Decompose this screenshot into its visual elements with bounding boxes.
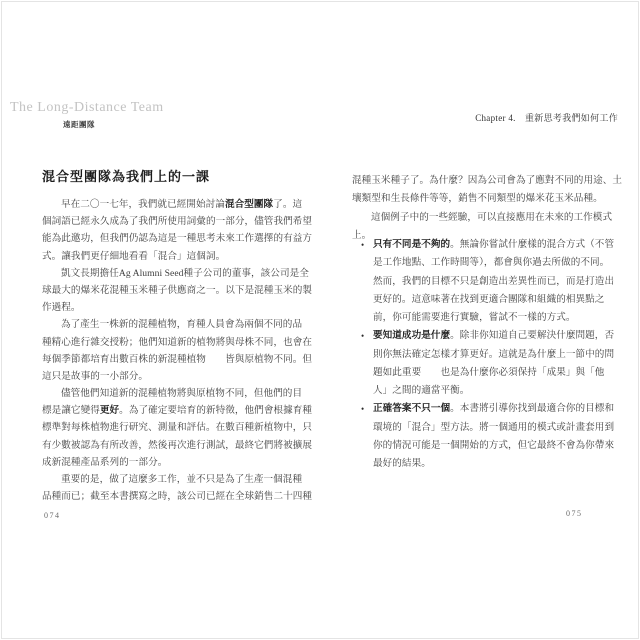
text-segment: 。為了確定要培育的新特徵，他們會根據育種 — [119, 405, 313, 417]
text-segment: 儘管他們知道新的混種植物將與原植物不同，但他們的目 — [61, 388, 303, 400]
text-segment: 最好的結果。 — [373, 458, 431, 469]
text-segment: 凱文長期擔任Ag Alumni Seed種子公司的董事，該公司是全 — [61, 267, 309, 279]
text-segment: 是工作地點、工作時間等），都會與你過去所做的不同。 — [373, 257, 610, 269]
text-segment: 標是讓它變得 — [42, 405, 100, 417]
text-line — [373, 437, 614, 455]
bullet-item — [352, 236, 614, 327]
text-line — [42, 299, 312, 316]
text-segment: 前，你可能需要進行實驗，嘗試不一樣的方式。 — [373, 312, 576, 323]
text-segment: 更好的。這意味著在找到更適合團隊和組織的相異點之 — [373, 293, 605, 305]
text-segment: 這只是故事的一小部分。 — [42, 370, 149, 382]
text-segment: 早在二〇一七年，我們就已經開始討論 — [61, 199, 225, 210]
text-segment: 。本書將引導你找到最適合你的目標和 — [450, 403, 615, 415]
text-line — [352, 209, 614, 227]
right-page-bullet-list — [352, 236, 614, 473]
text-segment: 能為此邀功，但我們仍認為這是一種思考未來工作選擇的有益方 — [42, 233, 313, 245]
text-line — [42, 196, 312, 213]
text-line — [42, 488, 312, 505]
section-heading: 混合型團隊為我們上的一課 — [42, 169, 211, 184]
text-line — [373, 291, 614, 309]
left-page-body — [42, 196, 312, 505]
text-line — [42, 316, 312, 333]
text-line — [42, 265, 312, 282]
bold-text-segment: 只有不同是不夠的 — [373, 239, 451, 250]
text-line — [42, 351, 312, 368]
bold-text-segment: 更好 — [99, 405, 120, 417]
text-line — [373, 254, 614, 272]
page-number-right: 075 — [566, 509, 583, 518]
text-segment: 有少數被認為有所改善，然後再次進行測試，最終它們將被擴展 — [42, 439, 313, 451]
bullet-icon: • — [361, 240, 365, 250]
text-line — [373, 400, 614, 418]
text-segment: 個詞語已經永久成為了我們所使用詞彙的一部分，儘管我們希望 — [42, 216, 313, 228]
text-segment: 式。讓我們更仔細地看看「混合」這個詞。 — [42, 250, 226, 262]
text-segment: 了。這 — [273, 199, 303, 210]
text-line — [42, 248, 312, 265]
running-header-series-label: 遠距團隊 — [63, 120, 95, 129]
text-line — [373, 455, 614, 473]
text-segment: 作過程。 — [42, 302, 81, 314]
text-segment: 標準對每株植物進行研究、測量和評估。在數百種新植物中，只 — [42, 422, 313, 434]
text-line — [373, 273, 614, 291]
text-line — [373, 327, 614, 345]
text-line — [42, 385, 312, 402]
text-segment: 然而，我們的目標不只是創造出差異性而已，而是打造出 — [373, 275, 615, 287]
text-segment: 品種而已；截至本書撰寫之時，該公司已經在全球銷售二十四種 — [42, 491, 313, 503]
bullet-icon: • — [361, 404, 365, 415]
text-line — [373, 309, 614, 327]
text-segment: 則你無法確定怎樣才算更好。這就是為什麼上一節中的問 — [373, 348, 615, 360]
text-line — [42, 334, 312, 351]
text-segment: 。無論你嘗試什麼樣的混合方式（不管 — [450, 239, 615, 250]
text-segment: 題如此重要 也是為什麼你必須保持「成果」與「他 — [373, 366, 605, 378]
bullet-icon: • — [361, 331, 365, 342]
text-line — [352, 190, 614, 208]
bullet-item — [352, 327, 614, 400]
text-segment: 混種玉米種子了。為什麼？因為公司會為了應對不同的用途、土 — [352, 175, 623, 186]
right-page-body — [352, 172, 623, 245]
bold-text-segment: 正確答案不只一個 — [373, 403, 451, 415]
text-segment: 環境的「混合」型方法。將一個通用的模式或計畫套用到 — [373, 421, 615, 433]
page-number-left: 074 — [44, 511, 61, 520]
text-line — [42, 282, 312, 299]
text-line — [352, 172, 623, 190]
text-segment: 壤類型和生長條件等等，銷售不同類型的爆米花玉米品種。 — [352, 193, 603, 205]
running-header-chapter: Chapter 4. 重新思考我們如何工作 — [475, 113, 618, 123]
text-segment: 重要的是，做了這麼多工作，並不只是為了生產一個混種 — [61, 474, 303, 485]
text-line — [373, 419, 614, 437]
text-segment: 成新混種產品系列的一部分。 — [42, 456, 168, 468]
text-line — [42, 230, 312, 247]
text-segment: 你的情況可能是一個開始的方式，但它最終不會為你帶來 — [373, 439, 615, 451]
text-line — [42, 471, 312, 488]
text-line — [42, 454, 312, 471]
text-segment: 。除非你知道自己要解決什麼問題，否 — [450, 330, 615, 342]
text-segment: 種精心進行雜交授粉；他們知道新的植物將與母株不同，也會在 — [42, 336, 313, 348]
text-segment: 上。 — [352, 229, 372, 241]
text-line — [42, 419, 312, 436]
text-line — [42, 437, 312, 454]
text-line — [42, 213, 312, 230]
bullet-item — [352, 400, 614, 473]
bold-text-segment: 混合型團隊 — [224, 199, 274, 210]
bold-text-segment: 要知道成功是什麼 — [373, 330, 451, 342]
text-segment: 球最大的爆米花混種玉米種子供應商之一。以下是混種玉米的製 — [42, 284, 313, 296]
text-line — [373, 364, 614, 382]
text-segment: 每個季節都培育出數百株的新混種植物 皆與原植物不同。但 — [42, 353, 313, 365]
text-line — [42, 402, 312, 419]
text-segment: 為了產生一株新的混種植物，育種人員會為兩個不同的品 — [61, 319, 303, 331]
text-segment: 人」之間的適當平衡。 — [373, 385, 470, 396]
text-line — [373, 236, 614, 254]
text-line — [42, 368, 312, 385]
text-line — [373, 346, 614, 364]
text-segment: 這個例子中的一些經驗，可以直接應用在未來的工作模式 — [371, 211, 613, 223]
text-line — [373, 382, 614, 400]
running-header-book-title: The Long-Distance Team — [10, 100, 164, 115]
